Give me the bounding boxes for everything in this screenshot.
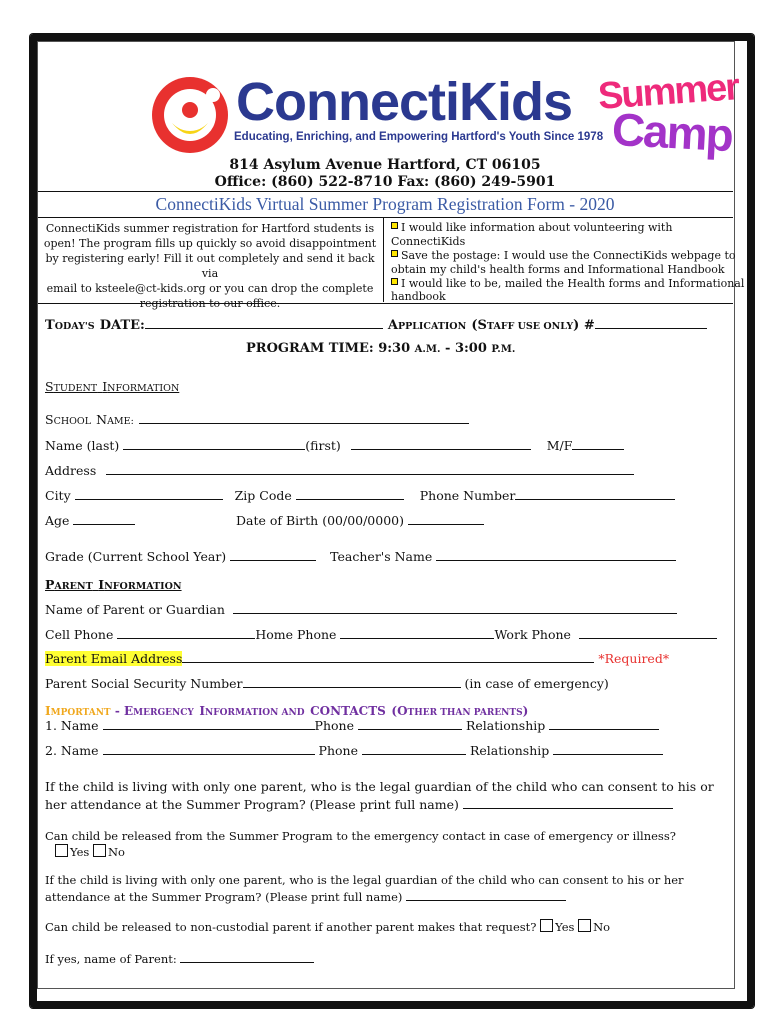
dob-row: Date of Birth (00/00/0000) bbox=[236, 512, 484, 528]
todays-date-row: TODAY'S DATE: APPLICATION (STAFF USE ONLY) # bbox=[45, 314, 707, 333]
home-phone-field[interactable] bbox=[340, 626, 494, 639]
last-name-field[interactable] bbox=[123, 437, 305, 450]
noncustodial-no-checkbox[interactable] bbox=[578, 919, 591, 932]
postage-option: Save the postage: I would use the ConnectiKids webpage to obtain my child's health forms and Informational Handbook bbox=[391, 249, 736, 276]
parent-email-row bbox=[45, 650, 669, 666]
emergency1-name-field[interactable] bbox=[103, 717, 315, 730]
ssn-field[interactable] bbox=[243, 675, 461, 688]
cell-phone-field[interactable] bbox=[117, 626, 255, 639]
logo-tagline: Educating, Enriching, and Empowering Hartford's Youth Since 1978 bbox=[234, 131, 604, 143]
mailed-option: I would like to be, mailed the Health forms and Informational handbook bbox=[391, 277, 745, 303]
postage-checkbox[interactable] bbox=[391, 250, 398, 257]
parent-name-field[interactable] bbox=[233, 601, 677, 614]
guardian-name-field[interactable] bbox=[463, 796, 673, 809]
noncustodial-yes-checkbox[interactable] bbox=[540, 919, 553, 932]
emergency2-phone-field[interactable] bbox=[362, 742, 466, 755]
emergency-contact-row: 1. Name Phone Relationship bbox=[45, 717, 659, 733]
application-number-field[interactable] bbox=[595, 316, 707, 329]
gender-field[interactable] bbox=[572, 437, 624, 450]
guardian2-name-field[interactable] bbox=[406, 888, 566, 901]
emergency1-relationship-field[interactable] bbox=[549, 717, 659, 730]
guardian-question-2: If the child is living with only one parent, who is the legal guardian of the child who can consent to his or her attendance at the Summer Program? (Please print full name) bbox=[45, 873, 684, 904]
intro-divider bbox=[383, 217, 384, 302]
program-time: PROGRAM TIME: 9:30 A.M. - 3:00 P.M. bbox=[246, 341, 516, 356]
city-zip-phone-row: City Zip Code Phone Number bbox=[45, 487, 675, 503]
school-name-row: SCHOOL NAME: bbox=[45, 409, 469, 428]
noncustodial-parent-row: If yes, name of Parent: bbox=[45, 950, 314, 966]
first-name-field[interactable] bbox=[351, 437, 531, 450]
emergency1-phone-field[interactable] bbox=[358, 717, 462, 730]
parent-name-row: Name of Parent or Guardian bbox=[45, 601, 677, 617]
student-phone-field[interactable] bbox=[515, 487, 675, 500]
grade-field[interactable] bbox=[230, 548, 316, 561]
student-address-row: Address bbox=[45, 462, 634, 478]
grade-teacher-row: Grade (Current School Year) Teacher's Name bbox=[45, 548, 676, 564]
emergency2-relationship-field[interactable] bbox=[553, 742, 663, 755]
logo-wordmark: ConnectiKids bbox=[236, 72, 573, 132]
guardian-question: If the child is living with only one parent, who is the legal guardian of the child who can consent to his or her attendance at the Summer Program? (Please print full name) bbox=[45, 779, 714, 812]
parent-info-heading: PARENT INFORMATION bbox=[45, 577, 182, 592]
age-field[interactable] bbox=[73, 512, 135, 525]
emergency-contact-row: 2. Name Phone Relationship bbox=[45, 742, 663, 758]
parent-email-label: Parent Email Address bbox=[45, 651, 183, 666]
release-yes-checkbox[interactable] bbox=[55, 844, 68, 857]
dob-field[interactable] bbox=[408, 512, 484, 525]
release-no-checkbox[interactable] bbox=[93, 844, 106, 857]
student-info-heading: STUDENT INFORMATION bbox=[45, 379, 180, 394]
parent-ssn-row: Parent Social Security Number (in case of emergency) bbox=[45, 676, 609, 691]
city-field[interactable] bbox=[75, 487, 223, 500]
release-question: Can child be released from the Summer Program to the emergency contact in case of emergency or illness? Yes No bbox=[45, 829, 676, 859]
volunteer-checkbox[interactable] bbox=[391, 222, 398, 229]
address-field[interactable] bbox=[106, 462, 634, 475]
intro-text: ConnectiKids summer registration for Hartford students is open! The program fills up quickly so avoid disappointment by registering early! Fill it out completely and send it back via email to ksteele@ct-kids.org or you can drop the complete registration to our office. bbox=[43, 222, 377, 310]
noncustodial-parent-field[interactable] bbox=[180, 950, 314, 963]
form-title: ConnectiKids Virtual Summer Program Registration Form - 2020 bbox=[155, 194, 615, 214]
mailed-checkbox[interactable] bbox=[391, 278, 398, 285]
office-phone-fax: Office: (860) 522-8710 Fax: (860) 249-5901 bbox=[214, 174, 556, 190]
parent-phones-row: Cell Phone Home Phone Work Phone bbox=[45, 626, 717, 642]
age-dob-row: Age bbox=[45, 512, 135, 528]
work-phone-field[interactable] bbox=[579, 626, 717, 639]
zip-field[interactable] bbox=[296, 487, 404, 500]
logo-mark-icon bbox=[150, 75, 230, 155]
emergency2-name-field[interactable] bbox=[103, 742, 315, 755]
student-name-row: Name (last) (first) M/F bbox=[45, 437, 624, 453]
school-name-field[interactable] bbox=[139, 411, 469, 424]
emergency-heading: IMPORTANT - EMERGENCY INFORMATION AND CONTACTS (OTHER THAN PARENTS) bbox=[45, 704, 529, 718]
office-address: 814 Asylum Avenue Hartford, CT 06105 bbox=[229, 157, 541, 173]
camp-text: Camp bbox=[610, 102, 734, 162]
todays-date-field[interactable] bbox=[145, 316, 383, 329]
teacher-field[interactable] bbox=[436, 548, 676, 561]
noncustodial-question: Can child be released to non-custodial parent if another parent makes that request? Yes No bbox=[45, 920, 611, 934]
summer-text: Summer bbox=[596, 66, 740, 118]
volunteer-option: I would like information about volunteering with ConnectiKids bbox=[391, 221, 673, 248]
required-note: *Required* bbox=[598, 651, 670, 666]
title-rule bbox=[38, 191, 733, 192]
parent-email-field[interactable] bbox=[182, 650, 594, 663]
